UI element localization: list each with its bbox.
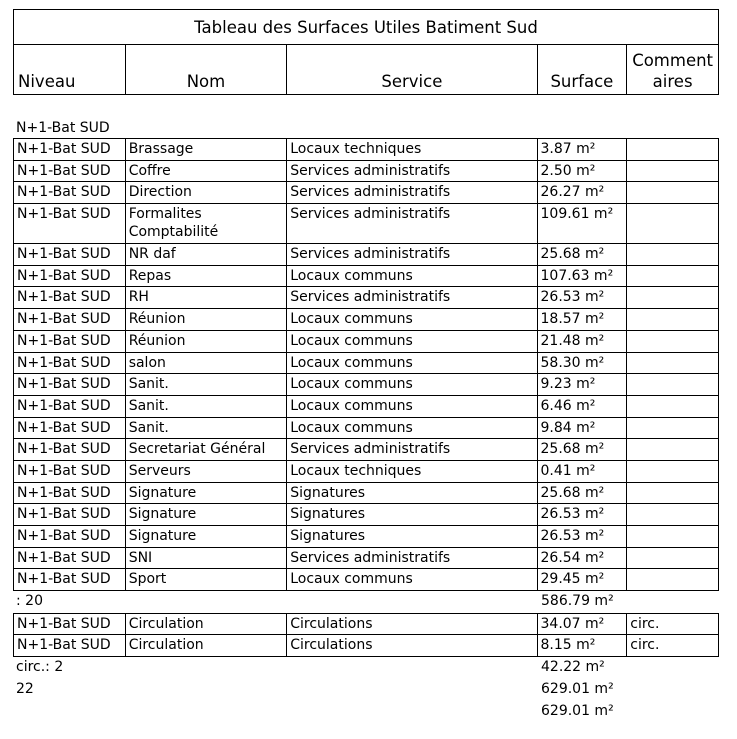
table-row [13, 483, 719, 505]
cell-nom: Coffre [126, 161, 288, 182]
cell-service: Circulations [287, 614, 537, 635]
cell-surface: 26.53 m² [538, 504, 628, 525]
cell-service: Services administratifs [287, 182, 537, 203]
table-row [13, 548, 719, 570]
cell-nom: Brassage [126, 139, 288, 160]
cell-niveau: N+1-Bat SUD [14, 504, 126, 525]
cell-niveau: N+1-Bat SUD [14, 161, 126, 182]
header-service: Service [287, 45, 537, 94]
group-label: N+1-Bat SUD [16, 120, 110, 136]
header-surface: Surface [538, 45, 628, 94]
cell-comment [627, 161, 718, 182]
header-commentaires-line1: Comment [632, 51, 714, 70]
cell-comment [627, 548, 718, 569]
cell-service: Services administratifs [287, 287, 537, 308]
cell-surface: 29.45 m² [538, 569, 628, 590]
cell-niveau: N+1-Bat SUD [14, 287, 126, 308]
subtotal-main-value: 586.79 m² [541, 593, 614, 610]
cell-service: Services administratifs [287, 161, 537, 182]
table-row [13, 396, 719, 418]
table-row [13, 266, 719, 288]
cell-surface: 2.50 m² [538, 161, 628, 182]
cell-nom: Sanit. [126, 418, 288, 439]
cell-niveau: N+1-Bat SUD [14, 569, 126, 590]
cell-niveau: N+1-Bat SUD [14, 418, 126, 439]
cell-comment: circ. [630, 637, 660, 654]
cell-surface: 18.57 m² [538, 309, 628, 330]
cell-comment [627, 331, 718, 352]
subtotal-circ-value: 42.22 m² [541, 659, 605, 676]
cell-comment [627, 182, 718, 203]
cell-nom: Signature [126, 526, 288, 547]
cell-service: Signatures [287, 504, 537, 525]
cell-nom: Réunion [126, 309, 288, 330]
cell-nom: Signature [126, 483, 288, 504]
cell-surface: 34.07 m² [538, 614, 628, 635]
cell-comment [627, 309, 718, 330]
table-row [13, 331, 719, 353]
cell-niveau: N+1-Bat SUD [14, 548, 126, 569]
subtotal-main-label: : 20 [16, 593, 43, 610]
table-row [13, 244, 719, 266]
cell-service: Locaux communs [287, 396, 537, 417]
table-row [13, 353, 719, 375]
table-title: Tableau des Surfaces Utiles Batiment Sud [13, 9, 719, 45]
cell-niveau: N+1-Bat SUD [14, 204, 126, 243]
cell-comment [627, 374, 718, 395]
cell-niveau: N+1-Bat SUD [14, 353, 126, 374]
cell-comment [627, 418, 718, 439]
subtotal-main [13, 591, 719, 613]
cell-niveau: N+1-Bat SUD [14, 439, 126, 460]
cell-nom: Sanit. [126, 374, 288, 395]
cell-nom: salon [126, 353, 288, 374]
cell-nom: SNI [126, 548, 288, 569]
cell-service: Services administratifs [287, 204, 537, 243]
header-niveau: Niveau [14, 45, 126, 94]
cell-niveau: N+1-Bat SUD [14, 374, 126, 395]
cell-nom: RH [126, 287, 288, 308]
cell-surface: 109.61 m² [538, 204, 628, 243]
cell-niveau: N+1-Bat SUD [14, 331, 126, 352]
cell-comment [627, 244, 718, 265]
cell-comment [627, 396, 718, 417]
cell-nom: Circulation [126, 614, 288, 635]
cell-surface: 26.53 m² [538, 287, 628, 308]
header-commentaires [627, 45, 718, 94]
cell-nom: Direction [126, 182, 288, 203]
cell-niveau: N+1-Bat SUD [14, 635, 126, 656]
cell-service: Services administratifs [287, 244, 537, 265]
cell-surface: 0.41 m² [538, 461, 628, 482]
table-row [13, 374, 719, 396]
cell-nom: Serveurs [126, 461, 288, 482]
cell-comment [627, 266, 718, 287]
table-row [13, 504, 719, 526]
cell-comment [627, 204, 718, 243]
rows-main [13, 138, 719, 591]
cell-comment [627, 287, 718, 308]
cell-service: Locaux communs [287, 309, 537, 330]
cell-comment [627, 139, 718, 160]
cell-niveau: N+1-Bat SUD [14, 483, 126, 504]
cell-service: Locaux communs [287, 418, 537, 439]
subtotal-circ [13, 657, 719, 679]
table-row [13, 139, 719, 161]
cell-nom-line2: Comptabilité [128, 224, 219, 241]
cell-surface: 26.27 m² [538, 182, 628, 203]
cell-surface: 26.54 m² [538, 548, 628, 569]
cell-niveau: N+1-Bat SUD [14, 309, 126, 330]
surface-table [13, 9, 719, 722]
cell-nom: Secretariat Général [126, 439, 288, 460]
table-row [13, 569, 719, 591]
cell-service: Locaux communs [287, 374, 537, 395]
table-row [13, 418, 719, 440]
table-row [13, 439, 719, 461]
cell-comment [627, 439, 718, 460]
cell-niveau: N+1-Bat SUD [14, 461, 126, 482]
cell-comment [627, 504, 718, 525]
cell-service: Locaux communs [287, 353, 537, 374]
table-row [13, 635, 719, 657]
cell-nom: Signature [126, 504, 288, 525]
table-row [13, 182, 719, 204]
header-nom: Nom [126, 45, 288, 94]
cell-comment [627, 353, 718, 374]
cell-niveau: N+1-Bat SUD [14, 139, 126, 160]
cell-niveau: N+1-Bat SUD [14, 614, 126, 635]
cell-comment: circ. [630, 615, 660, 632]
cell-comment [627, 461, 718, 482]
cell-surface: 26.53 m² [538, 526, 628, 547]
cell-surface: 6.46 m² [538, 396, 628, 417]
cell-comment [627, 483, 718, 504]
cell-niveau: N+1-Bat SUD [14, 266, 126, 287]
header-commentaires-text [632, 50, 713, 92]
cell-nom: Sport [126, 569, 288, 590]
total-count-label: 22 [16, 680, 34, 697]
cell-niveau: N+1-Bat SUD [14, 182, 126, 203]
cell-service: Locaux techniques [287, 139, 537, 160]
cell-service: Locaux communs [287, 331, 537, 352]
cell-surface: 58.30 m² [538, 353, 628, 374]
table-row [13, 614, 719, 636]
grand-total [13, 701, 719, 723]
cell-nom-line1: Formalites [128, 206, 202, 223]
total-count-value: 629.01 m² [541, 680, 614, 697]
cell-nom: NR daf [126, 244, 288, 265]
cell-surface: 25.68 m² [538, 483, 628, 504]
header-spacer [13, 95, 719, 118]
table-row [13, 161, 719, 183]
table-row [13, 526, 719, 548]
rows-circ [13, 613, 719, 657]
table-row [13, 287, 719, 309]
cell-service: Locaux communs [287, 569, 537, 590]
cell-niveau: N+1-Bat SUD [14, 526, 126, 547]
cell-surface: 107.63 m² [538, 266, 628, 287]
table-row [13, 461, 719, 483]
cell-nom: Repas [126, 266, 288, 287]
cell-service: Signatures [287, 526, 537, 547]
table-row [13, 309, 719, 331]
cell-service: Locaux communs [287, 266, 537, 287]
table-row [13, 204, 719, 244]
cell-service: Signatures [287, 483, 537, 504]
cell-service: Services administratifs [287, 548, 537, 569]
total-count [13, 679, 719, 701]
grand-total-label [13, 701, 538, 723]
cell-surface: 25.68 m² [538, 244, 628, 265]
cell-comment [627, 526, 718, 547]
cell-niveau: N+1-Bat SUD [14, 244, 126, 265]
cell-surface: 9.23 m² [538, 374, 628, 395]
cell-surface: 3.87 m² [538, 139, 628, 160]
header-row [13, 45, 719, 95]
cell-nom [126, 204, 288, 243]
cell-niveau: N+1-Bat SUD [14, 396, 126, 417]
cell-service: Locaux techniques [287, 461, 537, 482]
subtotal-circ-label: circ.: 2 [16, 659, 64, 676]
cell-surface: 8.15 m² [538, 635, 628, 656]
cell-surface: 25.68 m² [538, 439, 628, 460]
cell-nom: Réunion [126, 331, 288, 352]
cell-service: Services administratifs [287, 439, 537, 460]
header-commentaires-line2: aires [652, 72, 693, 91]
cell-nom: Circulation [126, 635, 288, 656]
cell-service: Circulations [287, 635, 537, 656]
cell-comment [627, 569, 718, 590]
cell-nom: Sanit. [126, 396, 288, 417]
cell-surface: 21.48 m² [538, 331, 628, 352]
grand-total-value: 629.01 m² [541, 702, 614, 719]
cell-surface: 9.84 m² [538, 418, 628, 439]
